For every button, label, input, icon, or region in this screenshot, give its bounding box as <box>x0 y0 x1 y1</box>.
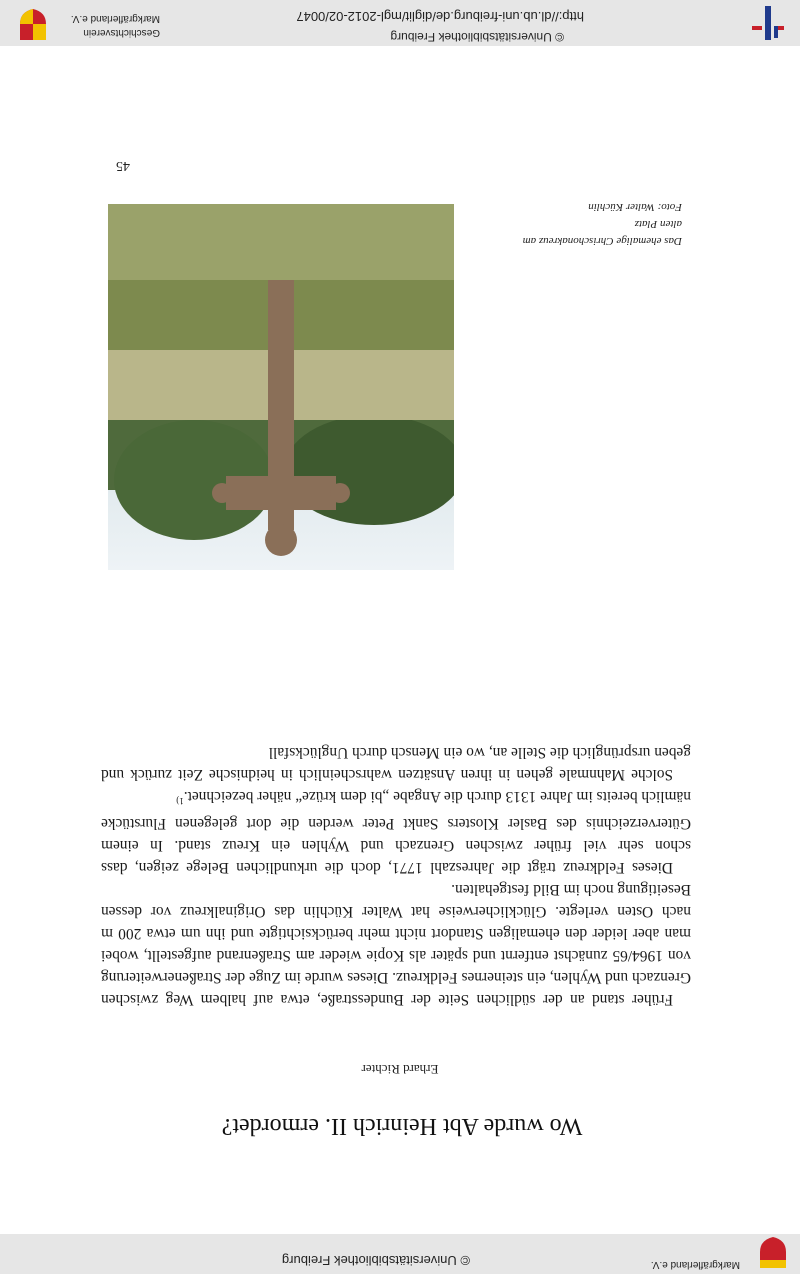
paragraph-3: Solche Mahnmale gehen in ihren Ansätzen wahrscheinlich in heidnische Zeit zurück und geben ursprünglich die Stelle an, wo ein Mensch durch Unglücksfall <box>101 743 691 783</box>
caption-photo-credit: Foto: Walter Küchlin <box>588 201 682 213</box>
header-copyright: © Universitätsbibliothek Freiburg <box>390 30 564 44</box>
footer-society-name: Markgräflerland e.V. <box>650 1259 740 1270</box>
caption-line-1: Das ehemalige Chrischonakreuz am <box>522 235 682 247</box>
article-body <box>101 741 691 1010</box>
society-coat-of-arms-icon <box>18 8 48 42</box>
society-logo-icon <box>758 1236 788 1270</box>
university-logo-icon <box>748 6 788 40</box>
paragraph-2-text: Dieses Feldkreuz trägt die Jahreszahl 1771, doch die urkundlichen Belege zeigen, dass schon sehr viel früher zwischen Grenzach und Wyhlen ein Kreuz stand. In einem Güterverzeichnis des Basler Klosters Sankt Peter werden die dort gelegenen Flurstücke nämlich bereits im Jahre 1313 durch die Angabe „bi dem krüze“ näher bezeichnet. <box>101 787 691 876</box>
article-title: Wo wurde Abt Heinrich II. ermordet? <box>221 1113 583 1139</box>
footer-copyright: © Universitätsbibliothek Freiburg <box>281 1253 470 1268</box>
header-bar <box>0 0 800 46</box>
header-url[interactable]: http://dl.ub.uni-freiburg.de/diglit/mgl-2012-02/0047 <box>296 9 584 24</box>
photo-caption <box>472 198 682 249</box>
footer-bar <box>0 1234 800 1274</box>
paragraph-1: Früher stand an der südlichen Seite der Bundesstraße, etwa auf halbem Weg zwischen Grenzach und Wyhlen, ein steinernes Feldkreuz. Dieses wurde im Zuge der Straßenerweiterung von 1964/65 zunächst entfernt und später als Kopie wieder am Straßenrand aufgestellt, wobei man aber leider den ehemaligen Standort nicht mehr berücksichtigte und ihn um etwa 200 m nach Osten verlegte. Glücklicherweise hat Walter Küchlin das Originalkreuz vor dessen Beseitigung noch im Bild festgehalten. <box>101 881 691 1008</box>
footnote-marker: 1) <box>176 796 184 806</box>
field-cross-photo <box>108 204 454 610</box>
caption-line-2: alten Platz <box>634 218 682 230</box>
paragraph-2 <box>101 785 691 878</box>
page-number: 45 <box>116 158 130 173</box>
header-society-line-2: Markgräflerland e.V. <box>70 13 160 24</box>
header-society-line-1: Geschichtsverein <box>83 27 160 38</box>
article-author: Erhard Richter <box>361 1062 439 1077</box>
